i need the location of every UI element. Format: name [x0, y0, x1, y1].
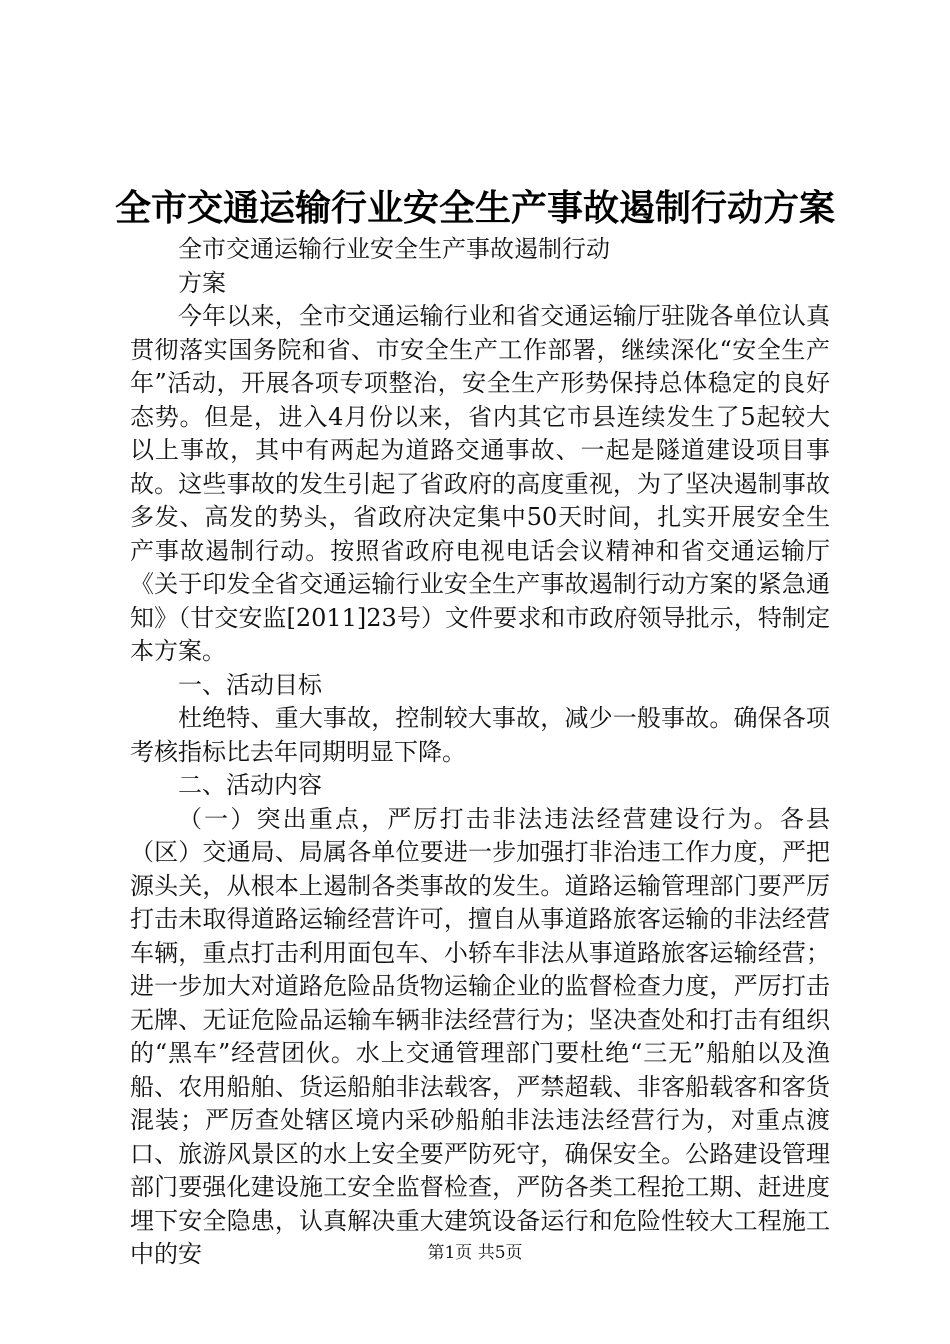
page-number: 第1页 共5页: [427, 1243, 523, 1263]
subtitle-line-2: 方案: [178, 268, 226, 297]
content-paragraph: （一）突出重点，严厉打击非法违法经营建设行为。各县（区）交通局、局属各单位要进一步加强打非治违工作力度，严把源头关，从根本上遏制各类事故的发生。道路运输管理部门要严厉打击未取得道路运输经营许可，擅自从事道路旅客运输的非法经营车辆，重点打击利用面包车、小轿车非法从事道路旅客运输经营；进一步加大对道路危险品货物运输企业的监督检查力度，严厉打击无牌、无证危险品运输车辆非法经营行为；坚决查处和打击有组织的“黑车”经营团伙。水上交通管理部门要杜绝“三无”船舶以及渔船、农用船舶、货运船舶非法载客，严禁超载、非客船载客和客货混装；严厉查处辖区境内采砂船舶非法违法经营行为，对重点渡口、旅游风景区的水上安全要严防死守，确保安全。公路建设管理部门要强化建设施工安全监督检查，严防各类工程抢工期、赶进度埋下安全隐患，认真解决重大建筑设备运行和危险性较大工程施工中的安: [130, 804, 830, 1268]
section-heading-content: 二、活动内容: [178, 771, 322, 799]
document-title: 全市交通运输行业安全生产事故遏制行动方案: [114, 187, 835, 229]
goals-paragraph: 杜绝特、重大事故，控制较大事故，减少一般事故。确保各项考核指标比去年同期明显下降。: [130, 704, 830, 766]
document-body: [130, 233, 830, 1272]
subtitle-line-1: 全市交通运输行业安全生产事故遏制行动: [178, 235, 610, 263]
section-heading-goals: 一、活动目标: [178, 670, 322, 699]
intro-paragraph: 今年以来，全市交通运输行业和省交通运输厅驻陇各单位认真贯彻落实国务院和省、市安全生产工作部署，继续深化“安全生产年”活动，开展各项专项整治，安全生产形势保持总体稳定的良好态势。但是，进入4月份以来，省内其它市县连续发生了5起较大以上事故，其中有两起为道路交通事故、一起是隧道建设项目事故。这些事故的发生引起了省政府的高度重视，为了坚决遏制事故多发、高发的势头，省政府决定集中50天时间，扎实开展安全生产事故遏制行动。按照省政府电视电话会议精神和省交通运输厅《关于印发全省交通运输行业安全生产事故遏制行动方案的紧急通知》（甘交安监[2011]23号）文件要求和市政府领导批示，特制定本方案。: [130, 302, 830, 665]
